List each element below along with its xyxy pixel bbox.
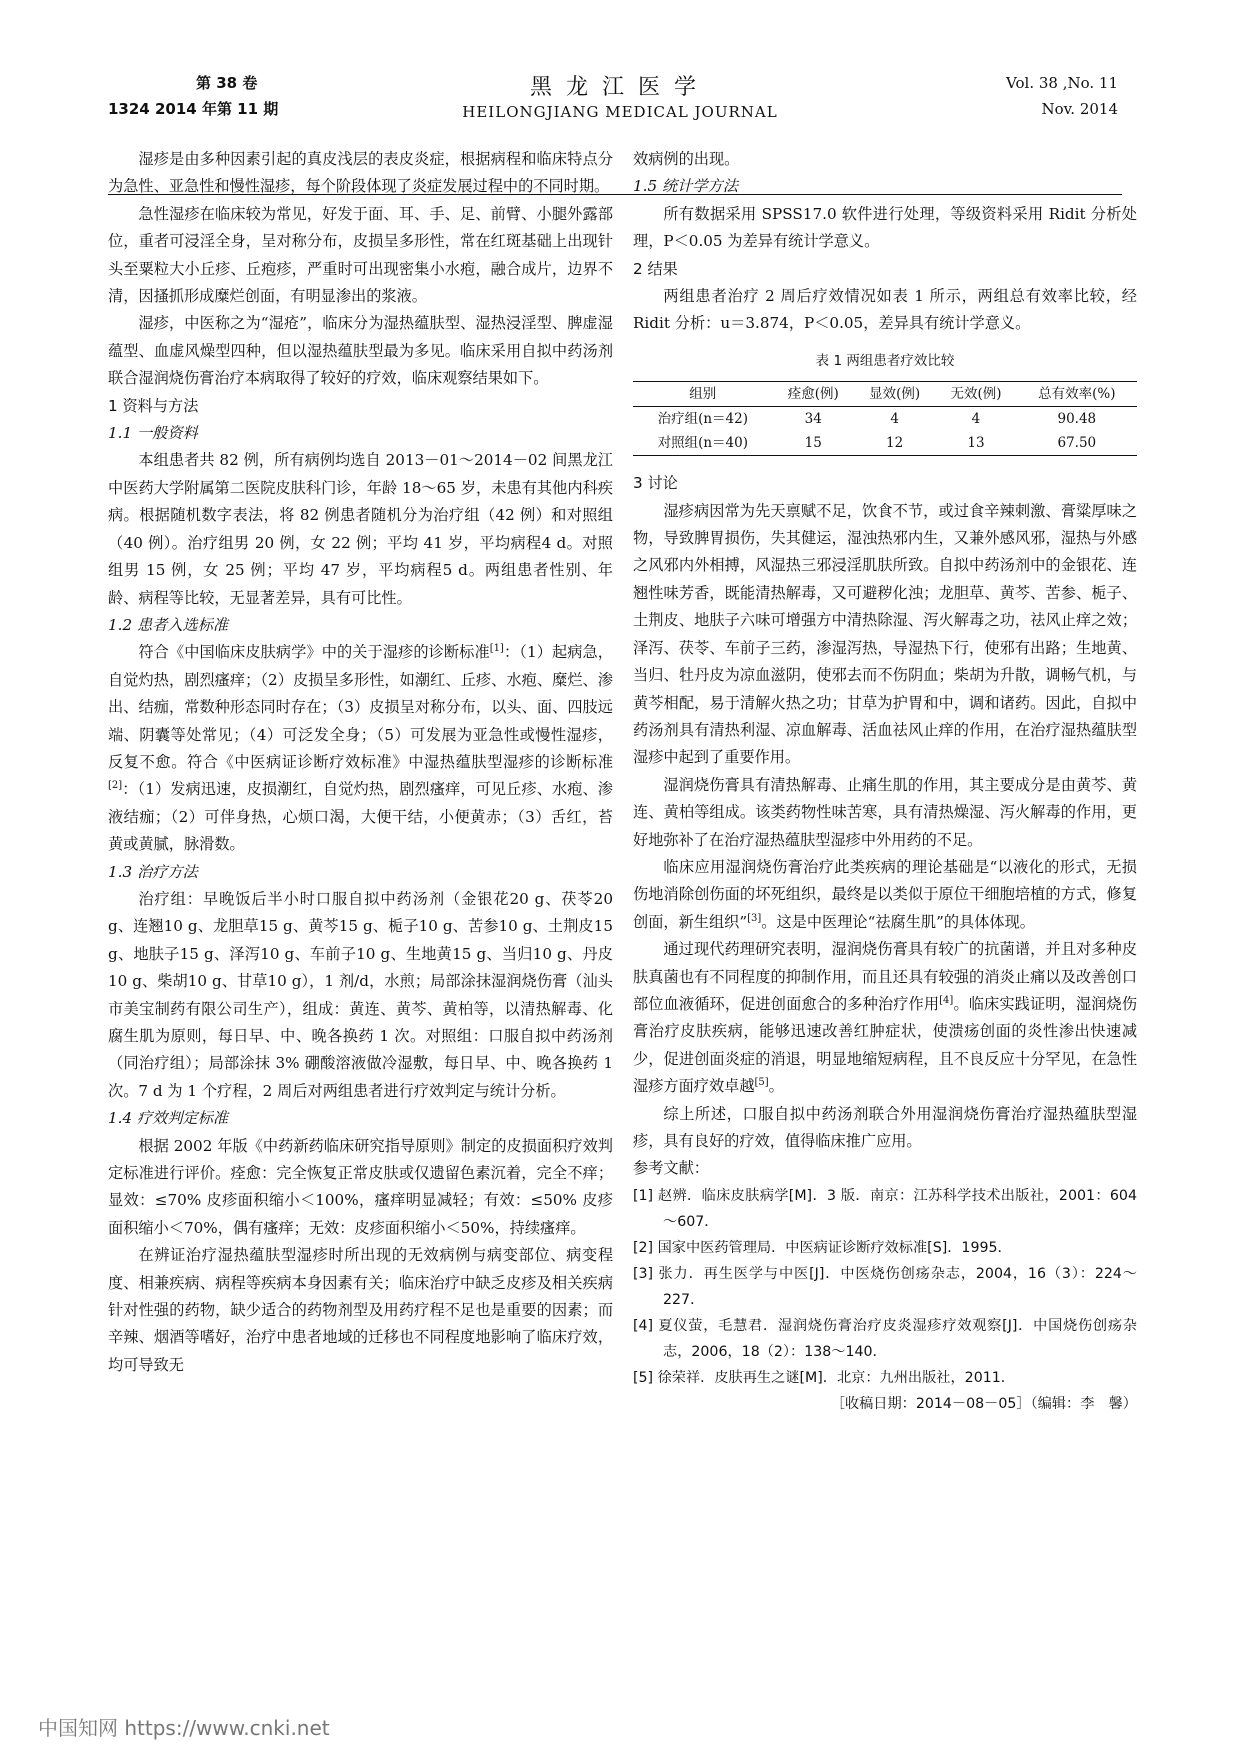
- table-cell: 34: [804, 411, 822, 428]
- paragraph: 效病例的出现。: [633, 150, 740, 168]
- page-issue-cn: 1324 2014 年第 11 期: [108, 100, 279, 118]
- citation: [4]: [939, 994, 954, 1006]
- text: 符合《中国临床皮肤病学》中的关于湿疹的诊断标准: [138, 643, 490, 662]
- paragraph: 两组患者治疗 2 周后疗效情况如表 1 所示，两组总有效率比较，经 Ridit 分析：u＝3.874，P＜0.05，差异具有统计学意义。: [633, 287, 1137, 333]
- table-cell: 67.50: [1057, 435, 1097, 452]
- paragraph: 在辨证治疗湿热蕴肤型湿疹时所出现的无效病例与病变部位、病变程度、相兼疾病、病程等疾病本身因素有关；临床治疗中缺乏皮疹及相关疾病针对性强的药物，缺少适合的药物剂型及用药疗程不足也是重要的因素；而辛辣、烟酒等嗜好，治疗中患者地域的迁移也不同程度地影响了临床疗效，均可导致无: [108, 1246, 613, 1374]
- subsection-heading: 1.5 统计学方法: [633, 177, 738, 196]
- text: ：（1）起病急，自觉灼热，剧烈瘙痒；（2）皮损呈多形性，如潮红、丘疹、水疱、糜烂、渗出、结痂，常数种形态同时存在；（3）皮损呈对称分布，以头、面、四肢远端、阴囊等处常见；（4）可泛发全身；（5）可发展为亚急性或慢性湿疹，反复不愈。符合《中医病证诊断疗效标准》中湿热蕴肤型湿疹的诊断标准: [108, 643, 613, 771]
- results-table-block: [633, 348, 1137, 456]
- paragraph: [633, 854, 1137, 936]
- reference-item: [3] 张力．再生医学与中医[J]．中医烧伤创疡杂志，2004，16（3）：224～227．: [633, 1265, 1137, 1308]
- table-row: [633, 431, 1137, 456]
- paragraph: 所有数据采用 SPSS17.0 软件进行处理，等级资料采用 Ridit 分析处理，P＜0.05 为差异有统计学意义。: [633, 204, 1137, 251]
- table-caption: 表 1 两组患者疗效比较: [815, 352, 955, 369]
- table-cell: 4: [890, 411, 899, 428]
- table-cell: 治疗组(n＝42): [657, 411, 748, 428]
- paragraph: 本组患者共 82 例，所有病例均选自 2013－01～2014－02 间黑龙江中医药大学附属第二医院皮肤科门诊，年龄 18～65 岁，未患有其他内科疾病。根据随机数字表法，将 82 例患者随机分为治疗组（42 例）和对照组（40 例）。治疗组男 20 例，女 22 例；平均 41 岁，平均病程4 d。对照组男 15 例，女 25 例；平均 47 岁，平均病程5 d。两组患者性别、年龄、病程等比较，无显著差异，具有可比性。: [108, 451, 613, 607]
- table-cell: 15: [804, 435, 822, 452]
- table-cell: 13: [967, 435, 985, 452]
- citation: [1]: [489, 643, 504, 655]
- subsection-heading: 1.4 疗效判定标准: [108, 1109, 229, 1128]
- results-table: [633, 381, 1137, 456]
- text: ：（1）发病迅速，皮损潮红，自觉灼热，剧烈瘙痒，可见丘疹、水疱、渗液结痂；（2）可伴身热，心烦口渴，大便干结，小便黄赤；（3）舌红，苔黄或黄腻，脉滑数。: [108, 780, 613, 854]
- paragraph: 根据 2002 年版《中药新药临床研究指导原则》制定的皮损面积疗效判定标准进行评价。痊愈：完全恢复正常皮肤或仅遗留色素沉着，完全不痒；显效：≤70% 皮疹面积缩小＜100%，瘙痒明显减轻；有效：≤50% 皮疹面积缩小＜70%，偶有瘙痒；无效：皮疹面积缩小＜50%，持续瘙痒。: [108, 1136, 613, 1237]
- reference-item: [4] 夏仪萤，毛慧君．湿润烧伤膏治疗皮炎湿疹疗效观察[J]．中国烧伤创疡杂志，2006，18（2）：138～140．: [633, 1317, 1137, 1360]
- journal-title-cn: 黑龙江医学: [529, 75, 710, 100]
- table-cell: 4: [971, 411, 981, 428]
- paragraph: 湿疹病因常为先天禀赋不足，饮食不节，或过食辛辣刺激、膏粱厚味之物，导致脾胃损伤，失其健运，湿浊热邪内生，又兼外感风邪，湿热与外感之风邪内外相搏，风湿热三邪浸淫肌肤所致。自拟中药汤剂中的金银花、连翘性味芳香，既能清热解毒，又可避秽化浊；龙胆草、黄芩、苦参、栀子、土荆皮、地肤子六味可增强方中清热除湿、泻火解毒之功，祛风止痒之效；泽泻、茯苓、车前子三药，渗湿泻热，导湿热下行，使邪有出路；生地黄、当归、牡丹皮为凉血滋阴，使邪去而不伤阴血；柴胡为升散，调畅气机，与黄芩相配，易于清解火热之功；甘草为护胃和中，调和诸药。因此，自拟中药汤剂具有清热利湿、凉血解毒、活血祛风止痒的作用，在治疗湿热蕴肤型湿疹中起到了重要作用。: [633, 501, 1137, 767]
- citation: [2]: [108, 780, 123, 792]
- table-header-cell: 组别: [689, 386, 717, 403]
- reference-item: [2] 国家中医药管理局．中医病证诊断疗效标准[S]．1995．: [633, 1239, 1012, 1256]
- left-column: [108, 146, 613, 1379]
- table-header-cell: 显效(例): [869, 386, 921, 403]
- volume-en: Vol. 38 ,No. 11: [1006, 74, 1118, 92]
- journal-title-en: HEILONGJIANG MEDICAL JOURNAL: [462, 103, 778, 121]
- receipt-date: ［收稿日期：2014－08－05］（编辑：李 馨）: [830, 1395, 1137, 1412]
- table-cell: 12: [886, 435, 904, 452]
- paragraph: 湿疹，中医称之为“湿疮”，临床分为湿热蕴肤型、湿热浸淫型、脾虚湿蕴型、血虚风燥型四种，但以湿热蕴肤型最为多见。临床采用自拟中药汤剂联合湿润烧伤膏治疗本病取得了较好的疗效，临床观察结果如下。: [108, 314, 613, 388]
- citation: [3]: [747, 912, 762, 924]
- table-cell: 对照组(n＝40): [657, 435, 748, 452]
- subsection-heading: 1.3 治疗方法: [108, 862, 198, 881]
- references-title: 参考文献：: [633, 1159, 709, 1178]
- table-header-cell: 无效(例): [950, 386, 1002, 403]
- volume-cn: 第 38 卷: [196, 74, 258, 92]
- table-header-row: [633, 382, 1137, 407]
- text: 临床应用湿润烧伤膏治疗此类疾病的理论基础是“以液化的形式，无损伤地消除创伤面的坏死组织，最终是以类似于原位干细胞培植的方式，修复创面，新生组织”: [633, 857, 1137, 931]
- table-cell: 90.48: [1057, 411, 1097, 428]
- right-column: [633, 146, 1137, 1418]
- reference-item: [5] 徐荣祥．皮肤再生之谜[M]．北京：九州出版社，2011．: [633, 1369, 1015, 1386]
- table-header-cell: 痊愈(例): [787, 386, 839, 403]
- text: 。临床实践证明，湿润烧伤膏治疗皮肤疾病，能够迅速改善红肿症状，使溃疡创面的炎性渗出快速减少，促进创面炎症的消退，明显地缩短病程，且不良反应十分罕见，在急性湿疹方面疗效卓越: [633, 994, 1138, 1096]
- header-right: [1006, 70, 1118, 122]
- date-en: Nov. 2014: [1041, 100, 1118, 118]
- subsection-heading: 1.2 患者入选标准: [108, 615, 229, 634]
- citation: [5]: [754, 1077, 769, 1089]
- paragraph: 湿疹是由多种因素引起的真皮浅层的表皮炎症，根据病程和临床特点分为急性、亚急性和慢性湿疹，每个阶段体现了炎症发展过程中的不同时期。: [108, 150, 613, 196]
- paragraph: 综上所述，口服自拟中药汤剂联合外用湿润烧伤膏治疗湿热蕴肤型湿疹，具有良好的疗效，值得临床推广应用。: [633, 1104, 1137, 1150]
- text: 。: [768, 1077, 784, 1096]
- cnki-watermark: 中国知网 https://www.cnki.net: [38, 1716, 330, 1740]
- section-heading: 1 资料与方法: [108, 396, 199, 415]
- table-header-cell: 总有效率(%): [1038, 386, 1116, 403]
- section-heading: 3 讨论: [633, 474, 678, 493]
- text: 。这是中医理论“祛腐生肌”的具体体现。: [761, 912, 1035, 931]
- section-heading: 2 结果: [633, 259, 678, 278]
- paragraph: 治疗组：早晚饭后半小时口服自拟中药汤剂（金银花20 g、茯苓20 g、连翘10 g、龙胆草15 g、黄芩15 g、栀子10 g、苦参10 g、土荆皮15 g、地肤子15 g、泽泻10 g、车前子10 g、生地黄15 g、当归10 g、丹皮10 g、柴胡10 g、甘草10 g），1 剂/d，水煎；局部涂抹湿润烧伤膏（汕头市美宝制药有限公司生产），组成：黄连、黄芩、黄柏等，以清热解毒、化腐生肌为原则，每日早、中、晚各换药 1 次。对照组：口服自拟中药汤剂（同治疗组）；局部涂抹 3% 硼酸溶液做冷湿敷，每日早、中、晚各换药 1 次。7 d 为 1 个疗程，2 周后对两组患者进行疗效判定与统计分析。: [108, 889, 613, 1100]
- paragraph: [633, 936, 1137, 1100]
- paragraph: 急性湿疹在临床较为常见，好发于面、耳、手、足、前臂、小腿外露部位，重者可浸淫全身，呈对称分布，皮损呈多形性，常在红斑基础上出现针头至粟粒大小丘疹、丘疱疹，严重时可出现密集小水疱，融合成片，边界不清，因搔抓形成糜烂创面，有明显渗出的浆液。: [108, 204, 613, 306]
- text: 通过现代药理研究表明，湿润烧伤膏具有较广的抗菌谱，并且对多种皮肤真菌也有不同程度的抑制作用，而且还具有较强的消炎止痛以及改善创口部位血液循环，促进创面愈合的多种治疗作用: [633, 940, 1137, 1013]
- reference-list: [633, 1183, 1137, 1391]
- paragraph: [108, 639, 613, 858]
- table-row: [633, 407, 1137, 432]
- subsection-heading: 1.1 一般资料: [108, 424, 198, 443]
- reference-item: [1] 赵辨．临床皮肤病学[M]．3 版．南京：江苏科学技术出版社，2001：604～607．: [633, 1187, 1137, 1230]
- page-header: [0, 70, 1240, 130]
- paragraph: 湿润烧伤膏具有清热解毒、止痛生肌的作用，其主要成分是由黄芩、黄连、黄柏等组成。该类药物性味苦寒，具有清热燥湿、泻火解毒的作用，更好地弥补了在治疗湿热蕴肤型湿疹中外用药的不足。: [633, 775, 1137, 849]
